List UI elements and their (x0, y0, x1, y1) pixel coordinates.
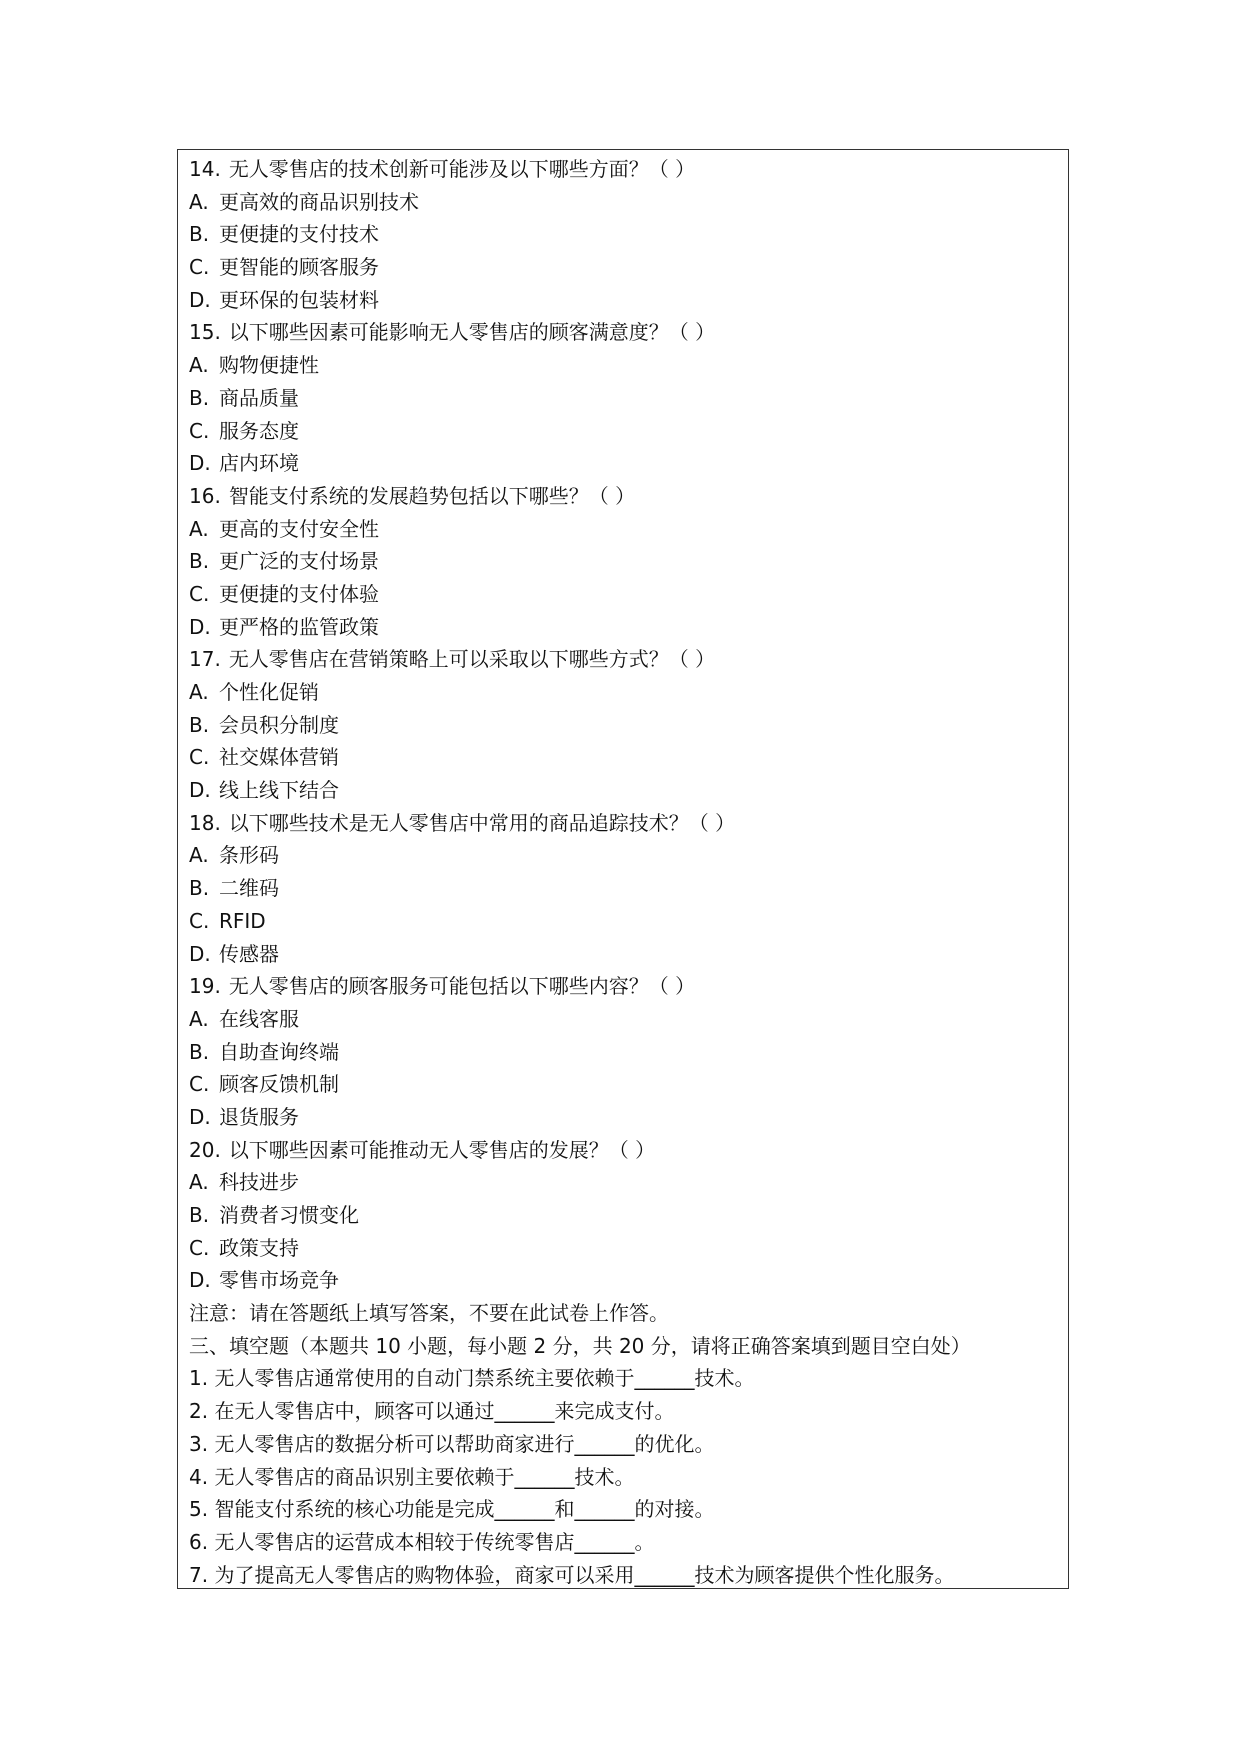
option-key: D. (189, 1268, 211, 1293)
option-text: 更便捷的支付体验 (219, 581, 379, 606)
fill-blank-question: 5. 智能支付系统的核心功能是完成______和______的对接。 (189, 1497, 715, 1522)
option-key: C. (189, 908, 210, 933)
option-key: C. (189, 255, 210, 280)
fill-blank-question: 2. 在无人零售店中，顾客可以通过______来完成支付。 (189, 1399, 675, 1424)
option-text: 服务态度 (219, 418, 299, 443)
option-text: 更环保的包装材料 (219, 287, 379, 312)
fill-blank-question: 7. 为了提高无人零售店的购物体验，商家可以采用______技术为顾客提供个性化服务。 (189, 1562, 955, 1587)
notice-text: 注意：请在答题纸上填写答案，不要在此试卷上作答。 (189, 1301, 669, 1326)
option-key: A. (189, 516, 209, 541)
option-text: RFID (219, 908, 266, 933)
option-text: 传感器 (219, 941, 279, 966)
option-line (189, 1068, 1068, 1101)
option-line (189, 1264, 1068, 1297)
question-line (189, 316, 1068, 349)
option-line (189, 578, 1068, 611)
option-text: 政策支持 (219, 1235, 299, 1260)
question-text: 以下哪些因素可能推动无人零售店的发展？（ ） (228, 1137, 656, 1162)
option-key: D. (189, 778, 211, 803)
question-line (189, 643, 1068, 676)
option-text: 更严格的监管政策 (219, 614, 379, 639)
question-line (189, 480, 1068, 513)
option-key: A. (189, 680, 209, 704)
option-text: 店内环境 (219, 451, 299, 476)
option-line (189, 1199, 1068, 1232)
option-line (189, 905, 1068, 938)
option-line (189, 447, 1068, 480)
option-text: 更高的支付安全性 (219, 516, 379, 541)
option-key: B. (189, 385, 210, 410)
question-line (189, 1134, 1068, 1167)
option-text: 更高效的商品识别技术 (219, 189, 419, 214)
option-line (189, 349, 1068, 382)
option-line (189, 415, 1068, 448)
option-key: B. (189, 1039, 210, 1064)
option-text: 在线客服 (219, 1006, 299, 1031)
option-line (189, 1232, 1068, 1265)
option-line (189, 741, 1068, 774)
question-line (189, 807, 1068, 840)
fill-blank-question: 6. 无人零售店的运营成本相较于传统零售店______。 (189, 1529, 655, 1554)
question-number: 18. (189, 810, 221, 835)
fill-blank-question: 1. 无人零售店通常使用的自动门禁系统主要依赖于______技术。 (189, 1366, 755, 1391)
option-key: A. (189, 189, 209, 214)
option-text: 零售市场竞争 (219, 1268, 339, 1293)
question-number: 19. (189, 974, 221, 999)
option-line (189, 1166, 1068, 1199)
option-key: A. (189, 1170, 209, 1195)
option-key: B. (189, 712, 210, 737)
option-key: A. (189, 843, 209, 868)
section-title: 三、填空题（本题共 10 小题，每小题 2 分，共 20 分，请将正确答案填到题目空白处） (189, 1333, 971, 1358)
option-key: C. (189, 581, 210, 606)
option-line (189, 774, 1068, 807)
option-text: 商品质量 (219, 385, 299, 410)
option-text: 购物便捷性 (219, 353, 319, 378)
option-line (189, 839, 1068, 872)
option-text: 线上线下结合 (219, 778, 339, 803)
option-text: 更便捷的支付技术 (219, 222, 379, 247)
option-text: 更广泛的支付场景 (219, 549, 379, 574)
question-line (189, 153, 1068, 186)
option-text: 消费者习惯变化 (219, 1203, 359, 1227)
option-text: 退货服务 (219, 1104, 299, 1129)
option-line (189, 382, 1068, 415)
option-text: 个性化促销 (219, 680, 319, 704)
question-number: 17. (189, 647, 221, 672)
option-line (189, 938, 1068, 971)
option-key: C. (189, 418, 210, 443)
option-key: B. (189, 549, 210, 574)
option-line (189, 251, 1068, 284)
option-text: 更智能的顾客服务 (219, 255, 379, 280)
option-key: C. (189, 1072, 210, 1097)
option-text: 二维码 (219, 876, 279, 901)
option-line (189, 1101, 1068, 1134)
option-text: 科技进步 (219, 1170, 299, 1195)
option-line (189, 186, 1068, 219)
option-line (189, 872, 1068, 905)
question-number: 20. (189, 1137, 221, 1162)
option-line (189, 218, 1068, 251)
option-line (189, 545, 1068, 578)
option-key: B. (189, 222, 210, 247)
question-text: 无人零售店的顾客服务可能包括以下哪些内容？（ ） (228, 974, 696, 999)
option-text: 条形码 (219, 843, 279, 868)
question-text: 以下哪些技术是无人零售店中常用的商品追踪技术？（ ） (228, 810, 736, 835)
option-line (189, 284, 1068, 317)
option-text: 社交媒体营销 (219, 745, 339, 770)
option-line (189, 513, 1068, 546)
option-key: A. (189, 353, 209, 378)
option-key: D. (189, 941, 211, 966)
option-line (189, 709, 1068, 742)
exam-content (189, 153, 1068, 1591)
question-number: 16. (189, 483, 221, 508)
exam-frame (177, 149, 1069, 1589)
question-line (189, 970, 1068, 1003)
option-key: D. (189, 287, 211, 312)
fill-blank-question: 3. 无人零售店的数据分析可以帮助商家进行______的优化。 (189, 1431, 715, 1456)
option-key: C. (189, 1235, 210, 1260)
option-key: A. (189, 1006, 209, 1031)
option-key: D. (189, 451, 211, 476)
option-text: 自助查询终端 (219, 1039, 339, 1064)
option-text: 顾客反馈机制 (219, 1072, 339, 1097)
option-line (189, 1036, 1068, 1069)
option-key: C. (189, 745, 210, 770)
option-key: D. (189, 1104, 211, 1129)
option-text: 会员积分制度 (219, 712, 339, 737)
option-key: B. (189, 1203, 210, 1227)
question-text: 无人零售店的技术创新可能涉及以下哪些方面？（ ） (228, 157, 696, 181)
option-key: D. (189, 614, 211, 639)
option-line (189, 676, 1068, 709)
fill-blank-question: 4. 无人零售店的商品识别主要依赖于______技术。 (189, 1464, 635, 1489)
question-number: 15. (189, 320, 221, 345)
question-number: 14. (189, 157, 221, 181)
option-key: B. (189, 876, 210, 901)
question-text: 无人零售店在营销策略上可以采取以下哪些方式？（ ） (228, 647, 716, 672)
question-text: 智能支付系统的发展趋势包括以下哪些？（ ） (228, 483, 636, 508)
option-line (189, 1003, 1068, 1036)
option-line (189, 611, 1068, 644)
question-text: 以下哪些因素可能影响无人零售店的顾客满意度？（ ） (228, 320, 716, 345)
